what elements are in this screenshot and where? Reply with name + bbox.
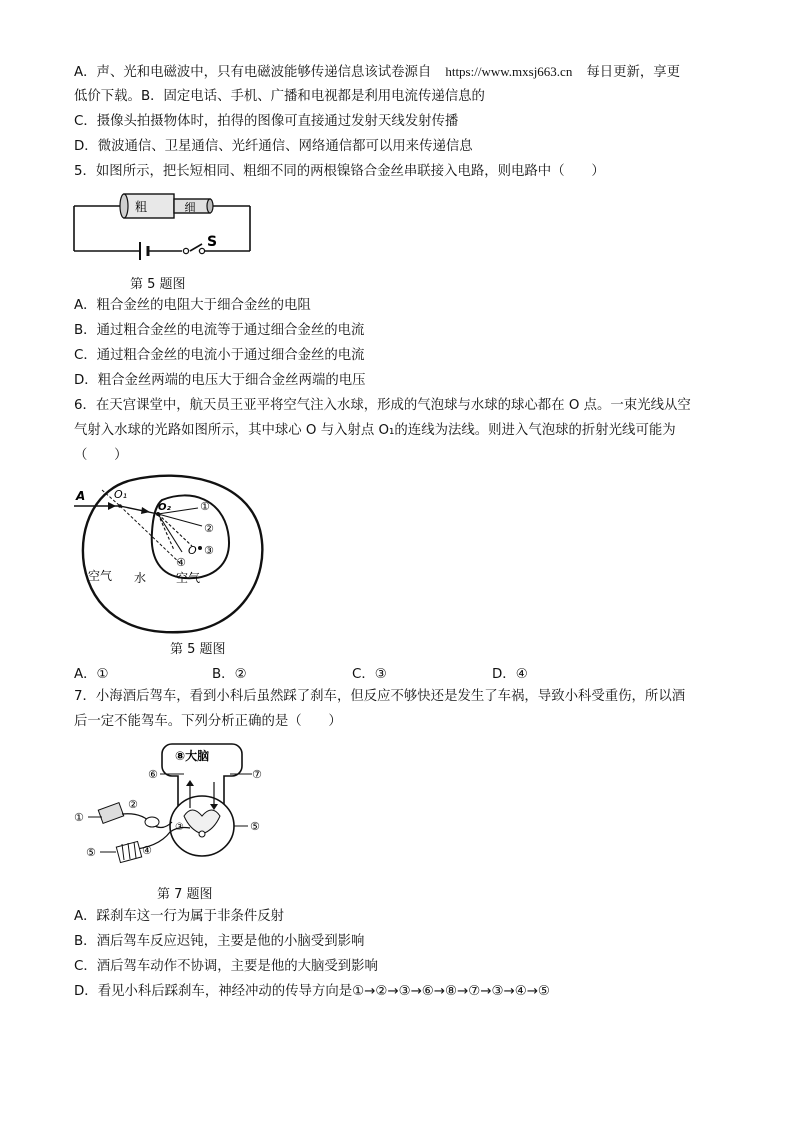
receptor-label: ① <box>74 811 84 824</box>
ascending-tract-label: ⑥ <box>148 768 158 781</box>
q6-figure-caption: 第 5 题图 <box>170 642 226 657</box>
q6-option-d: D．④ <box>492 667 528 682</box>
q4-option-d: D．微波通信、卫星通信、光纤通信、网络通信都可以用来传递信息 <box>74 139 473 154</box>
q5-option-b: B．通过粗合金丝的电流等于通过细合金丝的电流 <box>74 323 365 338</box>
q7-figure-caption: 第 7 题图 <box>157 887 213 902</box>
q7-reflex-figure <box>72 738 272 880</box>
ray-a-label: A <box>76 489 86 503</box>
q7-option-b: B．酒后驾车反应迟钝，主要是他的小脑受到影响 <box>74 934 365 949</box>
q5-option-d: D．粗合金丝两端的电压大于细合金丝两端的电压 <box>74 373 366 388</box>
q6-option-b: B．② <box>212 667 247 682</box>
source-url: https://www.mxsj663.cn <box>445 64 573 79</box>
q6-stem-line2: 气射入水球的光路如图所示，其中球心 O 与入射点 O₁的连线为法线。则进入气泡球的折射光线可能为 <box>74 423 676 438</box>
q7-stem-line1: 7．小海酒后驾车，看到小科后虽然踩了刹车，但反应不够快还是发生了车祸，导致小科受重伤，所以酒 <box>74 689 686 704</box>
ray-4-label: ④ <box>176 556 186 569</box>
inner-air-label: 空气 <box>176 571 201 585</box>
center-label: ③ <box>175 822 184 833</box>
q7-option-c: C．酒后驾车动作不协调，主要是他的大脑受到影响 <box>74 959 378 974</box>
center-o-label: O <box>188 544 197 557</box>
q6-stem-line3: （ ） <box>74 448 128 463</box>
ray-1-label: ① <box>200 500 210 513</box>
q4-option-c: C．摄像头拍摄物体时，拍得的图像可直接通过发射天线发射传播 <box>74 114 459 129</box>
afferent-label: ② <box>128 798 138 811</box>
descending-tract-label: ⑦ <box>252 768 262 781</box>
q7-stem-line2: 后一定不能驾车。下列分析正确的是（ ） <box>74 714 342 729</box>
q5-option-a: A．粗合金丝的电阻大于细合金丝的电阻 <box>74 298 311 313</box>
thin-wire-label: 细 <box>184 201 196 214</box>
q4-option-b: 低价下载。B．固定电话、手机、广播和电视都是利用电流传递信息的 <box>74 89 485 104</box>
point-o2-label: O₂ <box>158 502 171 513</box>
white-matter-label: ⑤ <box>250 820 260 833</box>
effector-label: ⑤ <box>86 846 96 859</box>
efferent-label: ④ <box>142 844 152 857</box>
q5-stem: 5．如图所示，把长短相同、粗细不同的两根镍铬合金丝串联接入电路，则电路中（ ） <box>74 164 605 179</box>
q6-option-c: C．③ <box>352 667 387 682</box>
q7-option-d: D．看见小科后踩刹车，神经冲动的传导方向是①→②→③→⑥→⑧→⑦→③→④→⑤ <box>74 984 550 999</box>
brain-label: ⑧大脑 <box>175 749 210 763</box>
ray-3-label: ③ <box>204 544 214 557</box>
q5-option-c: C．通过粗合金丝的电流小于通过细合金丝的电流 <box>74 348 365 363</box>
q5-circuit-figure <box>70 188 260 260</box>
q7-option-a: A．踩刹车这一行为属于非条件反射 <box>74 909 285 924</box>
q4-option-a-line1 <box>74 63 680 82</box>
q6-bubble-figure <box>72 470 272 638</box>
q5-figure-caption: 第 5 题图 <box>130 277 186 292</box>
ray-2-label: ② <box>204 522 214 535</box>
point-o1-label: O₁ <box>114 488 128 501</box>
switch-label: S <box>207 234 218 250</box>
q6-stem-line1: 6．在天宫课堂中，航天员王亚平将空气注入水球，形成的气泡球与水球的球心都在 O 点。一束光线从空 <box>74 398 691 413</box>
q4-option-a-text: A．声、光和电磁波中，只有电磁波能够传递信息该试卷源自 <box>74 65 432 80</box>
q6-option-a: A．① <box>74 667 109 682</box>
thick-wire-label: 粗 <box>134 200 148 214</box>
water-label: 水 <box>134 571 147 585</box>
outer-air-label: 空气 <box>88 569 113 583</box>
q4-option-a-tail: 每日更新，享更 <box>586 65 681 80</box>
